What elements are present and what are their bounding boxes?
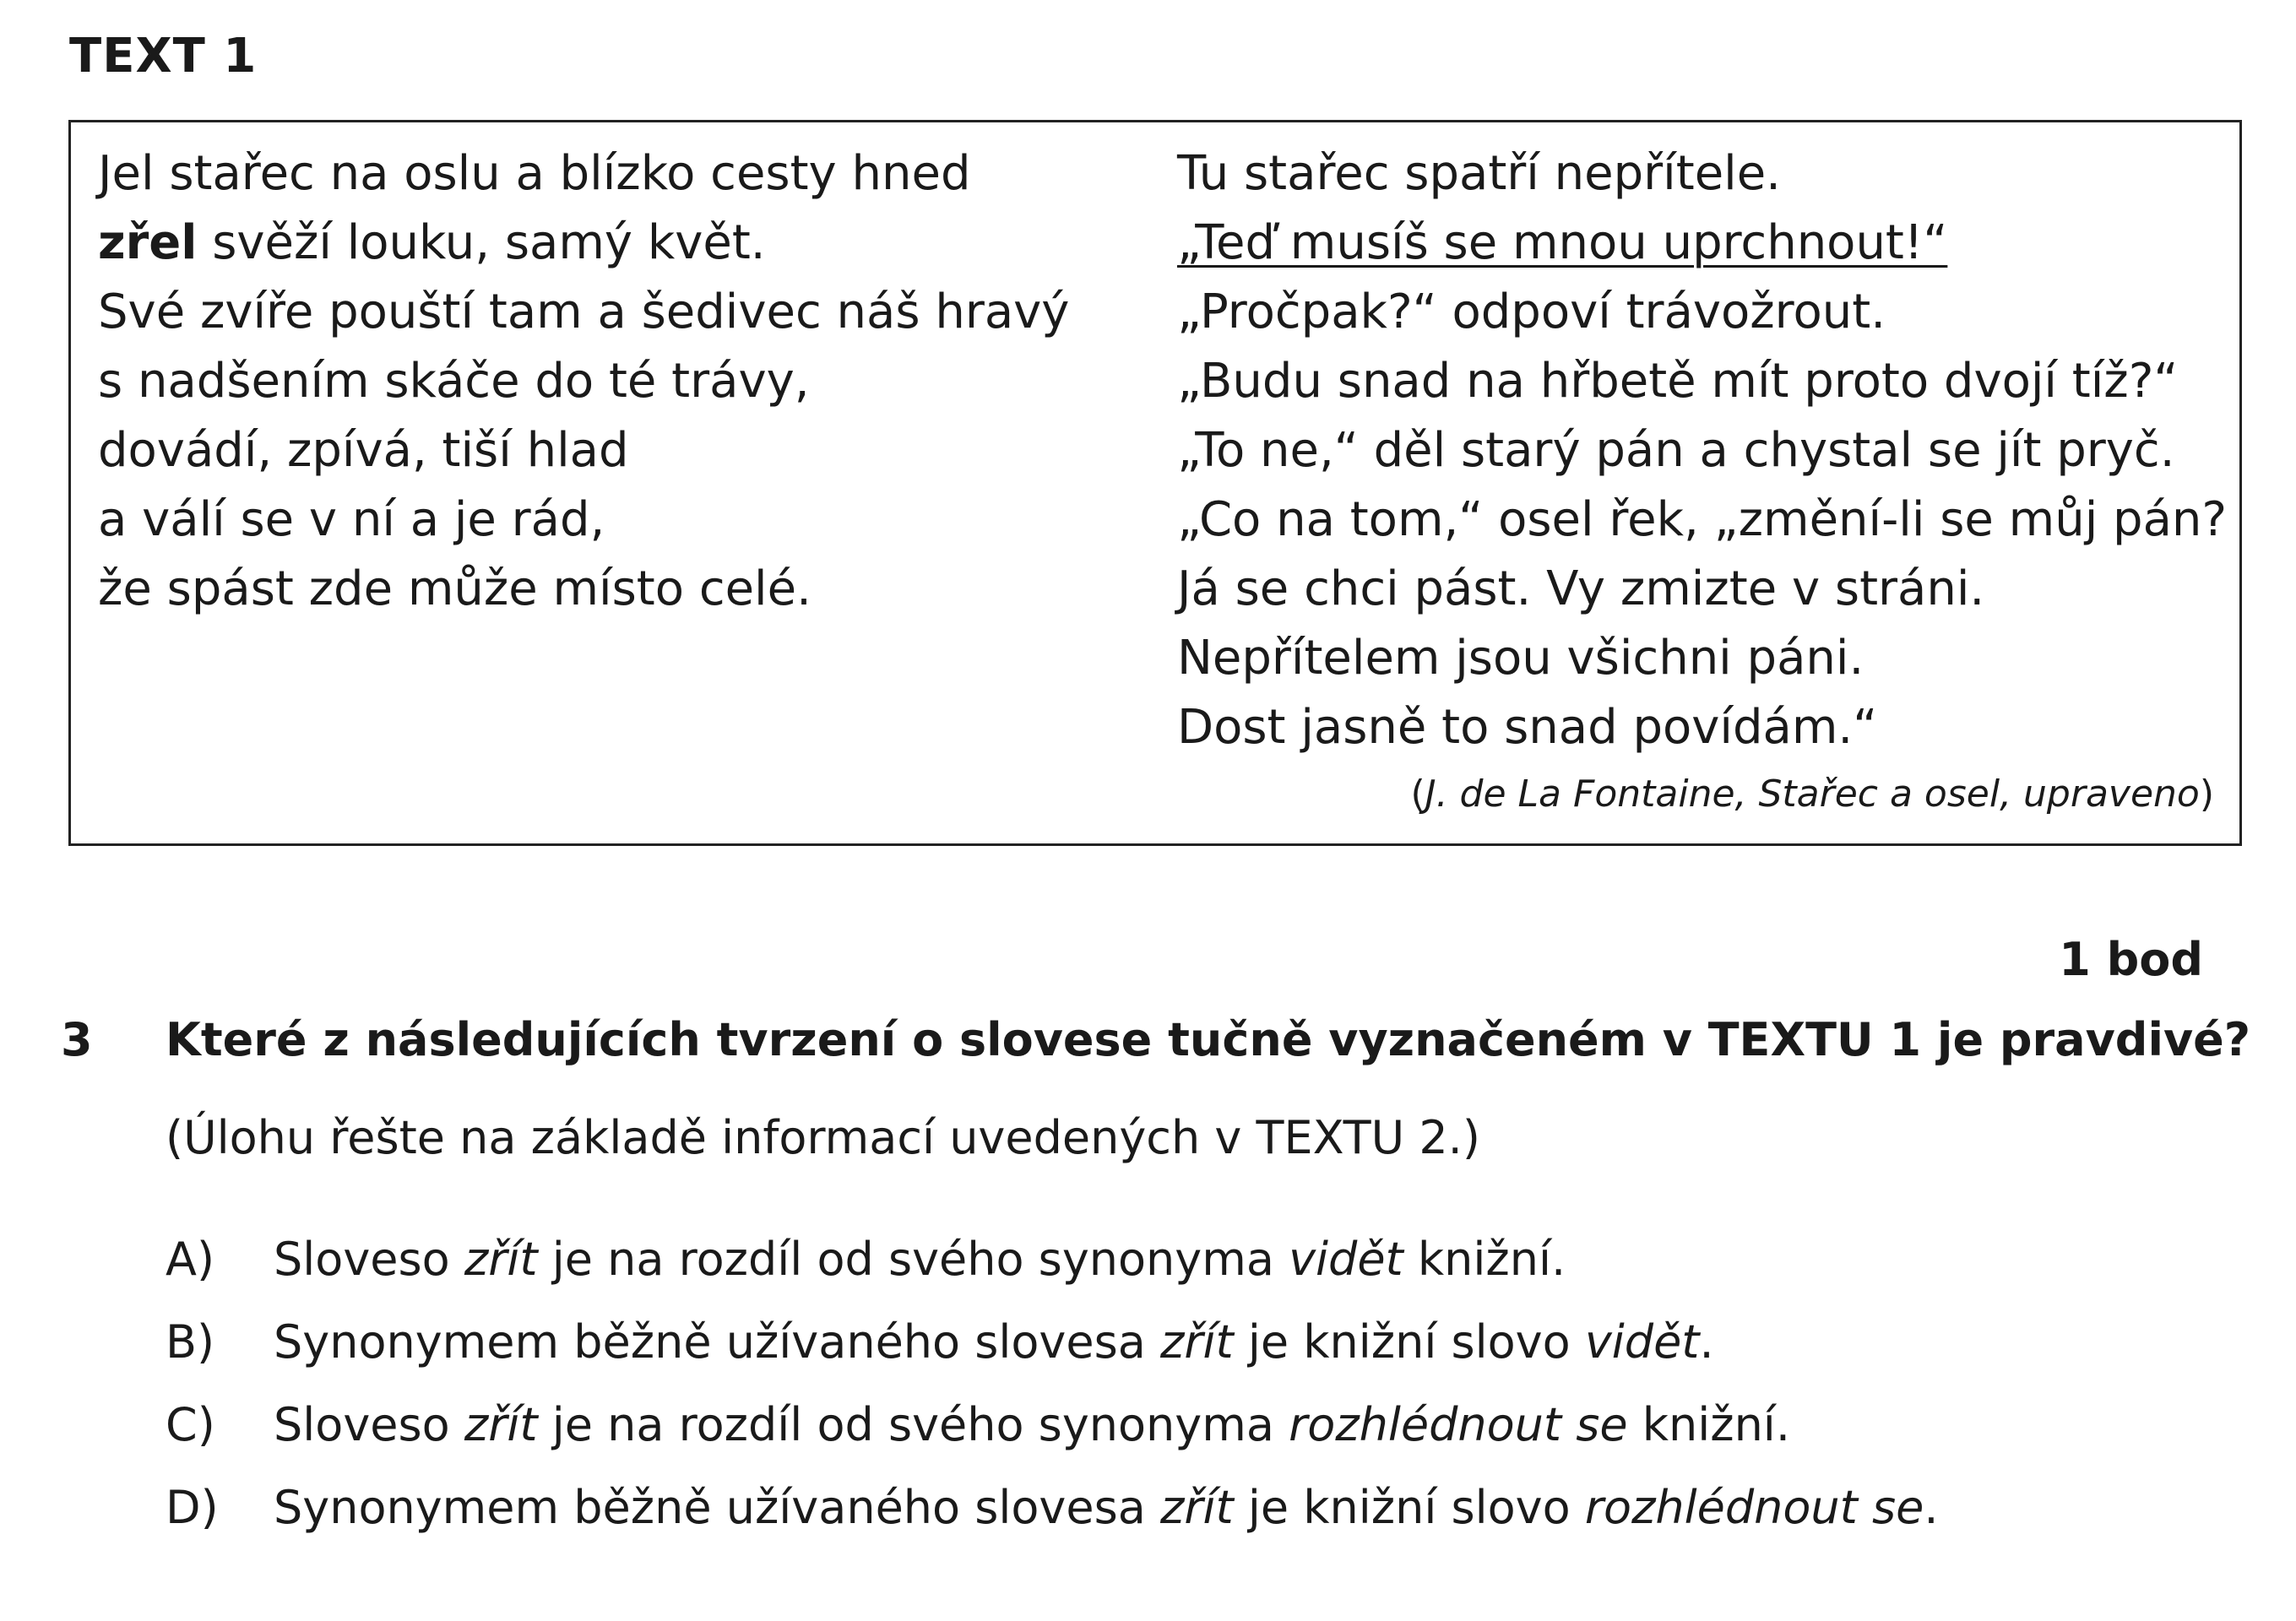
- poem-line: dovádí, zpívá, tiší hlad: [98, 423, 629, 478]
- poem-line: Tu stařec spatří nepřítele.: [1177, 146, 1781, 201]
- option-text: Sloveso: [274, 1398, 464, 1451]
- bold-verb: zřel: [98, 215, 198, 270]
- option-text: je na rozdíl od svého synonyma: [537, 1233, 1289, 1286]
- option-term: vidět: [1584, 1315, 1700, 1369]
- poem-left-column: [98, 139, 1069, 624]
- poem-line: [1177, 209, 2227, 278]
- option-letter: A): [166, 1233, 215, 1286]
- poem-line: Jel stařec na oslu a blízko cesty hned: [98, 146, 971, 201]
- poem-line: Nepřítelem jsou všichni páni.: [1177, 631, 1864, 686]
- answer-option-d[interactable]: [166, 1481, 1939, 1534]
- underlined-line: „Teď musíš se mnou uprchnout!“: [1177, 215, 1948, 270]
- option-term: zřít: [1159, 1315, 1234, 1369]
- poem-line: „Pročpak?“ odpoví trávožrout.: [1177, 285, 1886, 339]
- option-letter: D): [166, 1481, 219, 1534]
- option-term: rozhlédnout se: [1289, 1398, 1628, 1451]
- option-letter: C): [166, 1398, 215, 1451]
- poem-line: „Budu snad na hřbetě mít proto dvojí tíž?“: [1177, 354, 2179, 409]
- poem-line: a válí se v ní a je rád,: [98, 492, 605, 547]
- answer-option-b[interactable]: [166, 1315, 1714, 1369]
- poem-line: „Co na tom,“ osel řek, „změní-li se můj pán?: [1177, 492, 2228, 547]
- question-number: 3: [61, 1013, 93, 1066]
- poem-box: [68, 120, 2242, 846]
- option-term: zřít: [464, 1233, 538, 1286]
- poem-line: s nadšením skáče do té trávy,: [98, 354, 810, 409]
- option-term: zřít: [464, 1398, 538, 1451]
- option-term: rozhlédnout se: [1584, 1481, 1924, 1534]
- option-text: knižní.: [1627, 1398, 1790, 1451]
- option-text: Synonymem běžně užívaného slovesa: [274, 1315, 1160, 1369]
- poem-line-rest: svěží louku, samý květ.: [197, 215, 766, 270]
- option-text: knižní.: [1403, 1233, 1566, 1286]
- source-paren-open: (: [1410, 773, 1425, 816]
- poem-line: že spást zde může místo celé.: [98, 561, 811, 616]
- points-label: 1 bod: [2059, 933, 2203, 986]
- source-text: J. de La Fontaine, Stařec a osel, upraveno: [1425, 773, 2200, 816]
- poem-line: [98, 209, 1069, 278]
- text-heading: TEXT 1: [69, 29, 258, 84]
- option-text: Synonymem běžně užívaného slovesa: [274, 1481, 1160, 1534]
- option-term: zřít: [1159, 1481, 1234, 1534]
- option-letter: B): [166, 1315, 215, 1369]
- option-text: je na rozdíl od svého synonyma: [537, 1398, 1289, 1451]
- option-text: .: [1924, 1481, 1939, 1534]
- answer-option-a[interactable]: [166, 1233, 1566, 1286]
- option-text: je knižní slovo: [1233, 1315, 1585, 1369]
- poem-line: Já se chci pást. Vy zmizte v stráni.: [1177, 561, 1985, 616]
- question-note: (Úlohu řešte na základě informací uvedených v TEXTU 2.): [166, 1111, 1480, 1164]
- source-paren-close: ): [2199, 773, 2214, 816]
- question-text: Které z následujících tvrzení o slovese tučně vyznačeném v TEXTU 1 je pravdivé?: [166, 1013, 2251, 1066]
- answer-option-c[interactable]: [166, 1398, 1790, 1451]
- poem-source: [1410, 773, 2214, 816]
- poem-line: Své zvíře pouští tam a šedivec náš hravý: [98, 285, 1070, 339]
- option-text: .: [1699, 1315, 1714, 1369]
- poem-line: „To ne,“ děl starý pán a chystal se jít pryč.: [1177, 423, 2175, 478]
- poem-right-column: [1177, 139, 2227, 762]
- option-term: vidět: [1289, 1233, 1403, 1286]
- poem-line: Dost jasně to snad povídám.“: [1177, 700, 1878, 755]
- option-text: je knižní slovo: [1233, 1481, 1585, 1534]
- option-text: Sloveso: [274, 1233, 464, 1286]
